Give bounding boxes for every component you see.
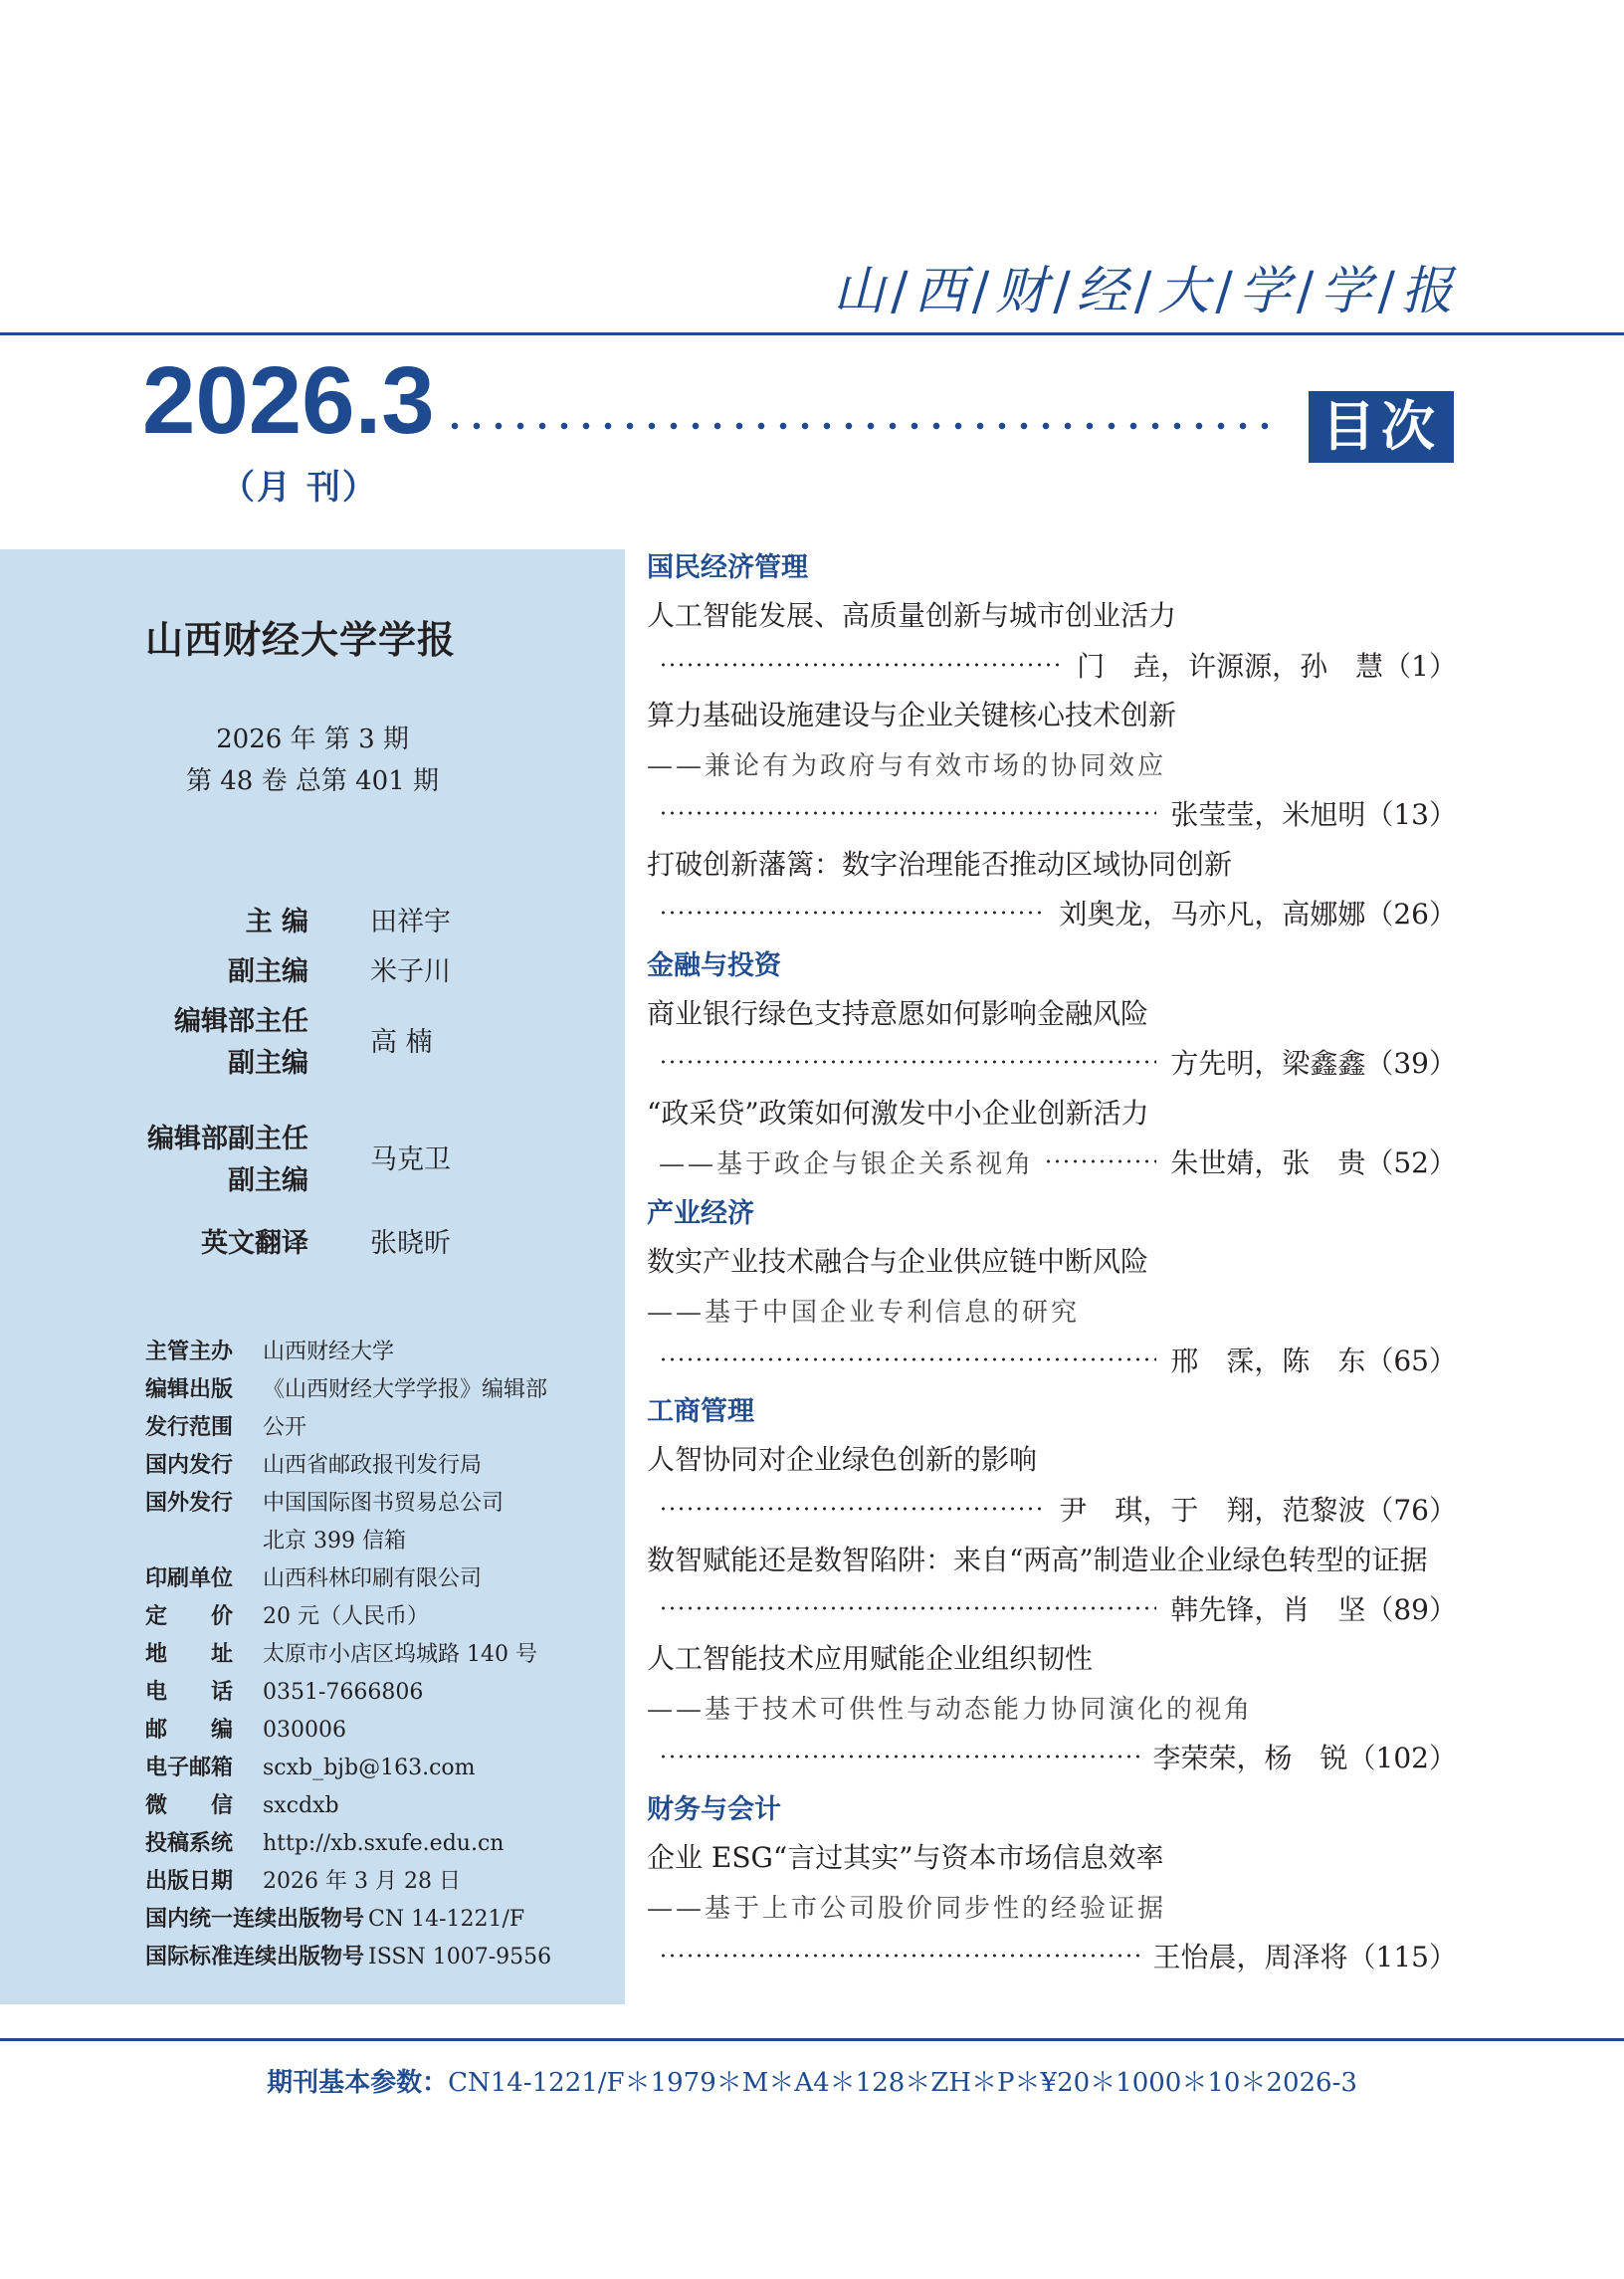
info-label: 电 话 [145, 1680, 234, 1705]
separator: / [971, 262, 992, 321]
article-title-link[interactable]: 打破创新藩篱：数字治理能否推动区域协同创新 [647, 848, 1233, 881]
article-title-link[interactable]: 企业 ESG“言过其实”与资本市场信息效率 [647, 1841, 1164, 1874]
info-value: 山西省邮政报刊发行局 [263, 1453, 483, 1478]
info-value: CN 14-1221/F [368, 1907, 525, 1932]
info-row [145, 1787, 339, 1825]
article-author-line [659, 1340, 1457, 1379]
article-authors: 朱世婧，张 贵（52） [1170, 1146, 1457, 1179]
separator: / [1133, 262, 1154, 321]
info-label: 主管主办 [145, 1340, 234, 1364]
info-value: 2026 年 3 月 28 日 [263, 1869, 461, 1894]
header-rule [0, 332, 1624, 335]
info-value: 公开 [263, 1415, 307, 1440]
article-author-line [659, 1588, 1457, 1628]
info-label: 国外发行 [145, 1491, 234, 1516]
journal-char: 学 [1238, 262, 1293, 321]
editor-role: 主 编 [245, 907, 308, 937]
section-heading: 金融与投资 [647, 950, 781, 981]
article-authors: 王怡晨，周泽将（115） [1152, 1941, 1457, 1973]
journal-name-header [833, 249, 1455, 323]
info-value: sxcdxb [263, 1793, 339, 1818]
dot-leader [659, 1752, 1139, 1761]
article-author-line [659, 893, 1457, 932]
info-row [145, 1901, 524, 1939]
dot-leader [659, 1603, 1156, 1613]
info-label: 邮 编 [145, 1718, 234, 1743]
dot-leader [659, 660, 1063, 670]
article-title-link[interactable]: 算力基础设施建设与企业关键核心技术创新 [647, 699, 1177, 731]
article-authors: 门 垚，许源源，孙 慧（1） [1077, 650, 1457, 683]
article-authors: 方先明，梁鑫鑫（39） [1170, 1047, 1457, 1080]
article-subtitle: ——基于中国企业专利信息的研究 [647, 1298, 1081, 1328]
article-authors: 张莹莹，米旭明（13） [1170, 798, 1457, 831]
journal-char: 山 [833, 262, 888, 321]
article-title-link[interactable]: 数智赋能还是数智陷阱：来自“两高”制造业企业绿色转型的证据 [647, 1544, 1428, 1576]
article-author-line [659, 645, 1457, 685]
journal-char: 经 [1076, 262, 1130, 321]
info-label: 微 信 [145, 1793, 234, 1818]
editor-role: 编辑部副主任 [147, 1124, 308, 1154]
dot-leader [659, 808, 1156, 818]
dot-leader [659, 1951, 1139, 1961]
article-authors: 邢 霂，陈 东（65） [1170, 1345, 1457, 1377]
journal-char: 报 [1400, 262, 1455, 321]
article-subtitle: ——基于技术可供性与动态能力协同演化的视角 [647, 1695, 1254, 1725]
info-row [145, 1485, 504, 1523]
info-row [145, 1523, 406, 1560]
article-author-line [659, 1141, 1457, 1181]
editor-role: 编辑部主任 [174, 1006, 308, 1037]
info-label: 编辑出版 [145, 1377, 234, 1402]
editor-role: 英文翻译 [201, 1228, 308, 1259]
article-subtitle: ——兼论有为政府与有效市场的协同效应 [647, 751, 1167, 781]
editor-name: 米子川 [370, 956, 451, 987]
article-title-link[interactable]: 数实产业技术融合与企业供应链中断风险 [647, 1245, 1149, 1278]
section-heading: 产业经济 [647, 1198, 754, 1229]
info-row [145, 1560, 482, 1598]
article-subtitle: ——基于政企与银企关系视角 [659, 1148, 1035, 1179]
info-label: 国际标准连续出版物号 [145, 1945, 365, 1969]
article-authors: 李荣荣，杨 锐（102） [1152, 1742, 1457, 1774]
editor-role: 副主编 [228, 956, 308, 987]
separator: / [1215, 262, 1235, 321]
info-label: 定 价 [145, 1604, 234, 1629]
info-value: 《山西财经大学学报》编辑部 [263, 1377, 548, 1402]
info-value: 北京 399 信箱 [263, 1529, 406, 1554]
sidebar-journal-title: 山西财经大学学报 [145, 617, 457, 662]
section-heading: 工商管理 [647, 1396, 754, 1427]
info-value: 太原市小店区坞城路 140 号 [263, 1642, 537, 1667]
parameters-label: 期刊基本参数： [267, 2068, 449, 2098]
editor-role: 副主编 [228, 1165, 308, 1196]
article-title-link[interactable]: “政采贷”政策如何激发中小企业创新活力 [647, 1097, 1149, 1130]
info-row [145, 1674, 423, 1712]
separator: / [1296, 262, 1317, 321]
article-authors: 尹 琪，于 翔，范黎波（76） [1059, 1494, 1457, 1527]
info-row [145, 1371, 547, 1409]
info-row [145, 1447, 482, 1485]
info-label: 地 址 [145, 1642, 234, 1667]
info-row [145, 1334, 394, 1371]
journal-parameters [0, 2062, 1624, 2099]
editor-name: 马克卫 [370, 1144, 451, 1175]
footer-rule [0, 2038, 1624, 2041]
article-author-line [659, 793, 1457, 833]
header-dot-leader [444, 418, 1278, 434]
editor-name: 张晓昕 [370, 1228, 451, 1259]
dot-leader [1044, 1156, 1156, 1166]
section-heading: 财务与会计 [647, 1794, 781, 1825]
article-title-link[interactable]: 人工智能技术应用赋能企业组织韧性 [647, 1642, 1094, 1675]
info-value: 030006 [263, 1718, 346, 1743]
editor-name: 高 楠 [370, 1027, 433, 1058]
article-title-link[interactable]: 人智协同对企业绿色创新的影响 [647, 1443, 1038, 1476]
article-author-line [659, 1936, 1457, 1975]
section-heading: 国民经济管理 [647, 552, 808, 583]
dot-leader [659, 1057, 1156, 1067]
info-label: 国内统一连续出版物号 [145, 1907, 365, 1932]
info-row [145, 1409, 306, 1447]
info-value: http://xb.sxufe.edu.cn [263, 1831, 505, 1856]
sidebar-issue-line: 2026 年 第 3 期 [216, 725, 409, 754]
sidebar-volume-line: 第 48 卷 总第 401 期 [185, 766, 440, 796]
article-title-link[interactable]: 商业银行绿色支持意愿如何影响金融风险 [647, 997, 1149, 1030]
issue-number: 2026.3 [142, 347, 435, 454]
toc-badge: 目次 [1309, 391, 1454, 463]
issue-frequency: （月 刊） [221, 468, 378, 508]
dot-leader [659, 908, 1045, 918]
info-label: 投稿系统 [145, 1831, 234, 1856]
parameters-value: CN14-1221/F＊1979＊M＊A4＊128＊ZH＊P＊¥20＊1000＊10＊2026-3 [448, 2068, 1357, 2098]
info-value: 山西财经大学 [263, 1340, 395, 1364]
info-label: 印刷单位 [145, 1566, 234, 1591]
info-row [145, 1825, 504, 1863]
info-value: scxb_bjb@163.com [263, 1756, 476, 1780]
info-value: 中国国际图书贸易总公司 [263, 1491, 505, 1516]
info-row [145, 1750, 476, 1787]
info-label: 国内发行 [145, 1453, 234, 1478]
info-label: 发行范围 [145, 1415, 234, 1440]
journal-char: 西 [914, 262, 968, 321]
info-value: 山西科林印刷有限公司 [263, 1566, 483, 1591]
info-row [145, 1939, 551, 1976]
info-label: 出版日期 [145, 1869, 234, 1894]
info-row [145, 1712, 346, 1750]
editor-role: 副主编 [228, 1048, 308, 1079]
editor-name: 田祥宇 [370, 907, 451, 937]
info-row [145, 1863, 461, 1901]
info-value: ISSN 1007-9556 [368, 1945, 552, 1969]
separator: / [1377, 262, 1397, 321]
dot-leader [659, 1504, 1045, 1514]
journal-char: 财 [995, 262, 1050, 321]
article-author-line [659, 1042, 1457, 1082]
separator: / [891, 262, 911, 321]
article-authors: 韩先锋，肖 坚（89） [1170, 1593, 1457, 1626]
article-authors: 刘奥龙，马亦凡，高娜娜（26） [1059, 898, 1457, 931]
journal-char: 学 [1320, 262, 1374, 321]
info-value: 20 元（人民币） [263, 1604, 429, 1629]
dot-leader [659, 1354, 1156, 1364]
journal-char: 大 [1157, 262, 1212, 321]
article-author-line [659, 1489, 1457, 1529]
article-title-link[interactable]: 人工智能发展、高质量创新与城市创业活力 [647, 599, 1177, 632]
article-subtitle: ——基于上市公司股价同步性的经验证据 [647, 1894, 1167, 1924]
article-author-line [659, 1737, 1457, 1776]
info-row [145, 1636, 537, 1674]
info-value: 0351-7666806 [263, 1680, 424, 1705]
separator: / [1053, 262, 1073, 321]
info-row [145, 1598, 429, 1636]
info-label: 电子邮箱 [145, 1756, 234, 1780]
